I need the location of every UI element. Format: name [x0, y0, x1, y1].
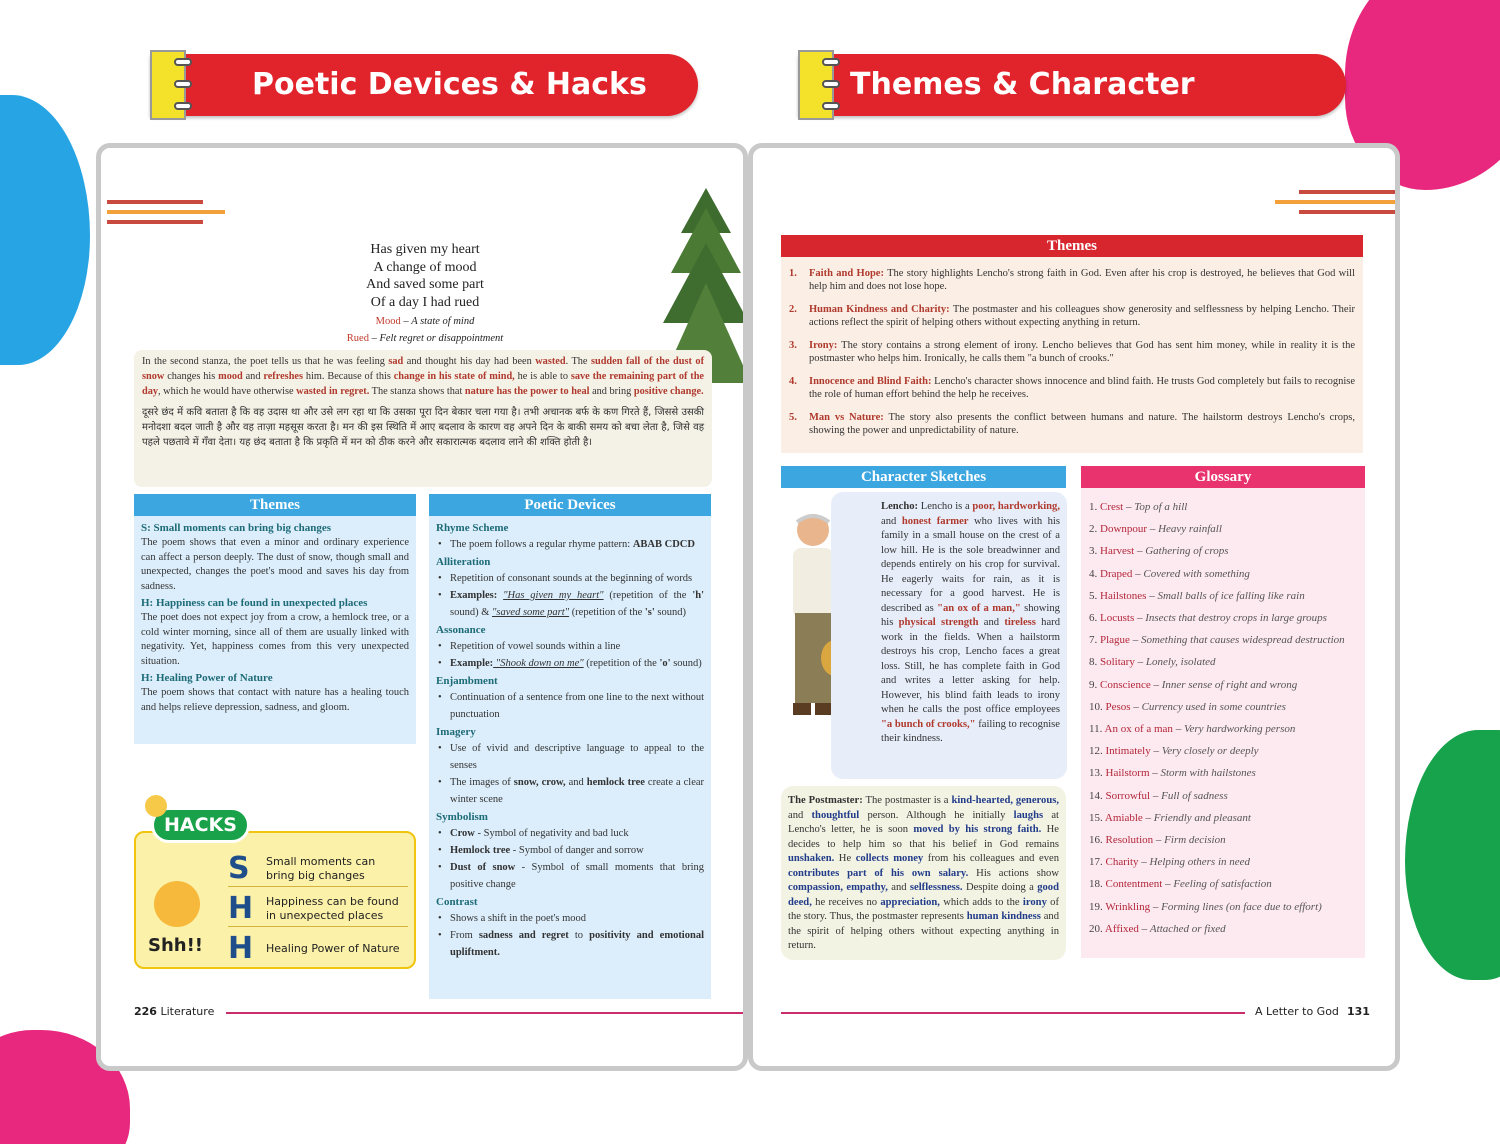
- hack-text: Happiness can be found in unexpected places: [266, 895, 399, 922]
- deco-line: [107, 210, 225, 214]
- stanza-box: [134, 350, 712, 487]
- themes-right-box: [781, 235, 1363, 453]
- page-number: 131: [1347, 1005, 1370, 1018]
- stanza-explanation: In the second stanza, the poet tells us that he was feeling sad and thought his day had been wasted. The sudden fall of the dust of snow changes his mood and refreshes him. Because of this change in his state of mind, he is able to save the remaining part of the day, which he would have otherwise wasted in regret. The stanza shows that nature has the power to heal and bring positive change.: [142, 356, 705, 397]
- glossary-item: 19. Wrinkling – Forming lines (on face due to effort): [1089, 900, 1322, 913]
- glossary-item: 12. Intimately – Very closely or deeply: [1089, 745, 1259, 758]
- glossary-item: 9. Conscience – Inner sense of right and wrong: [1089, 678, 1298, 691]
- glossary-item: 20. Affixed – Attached or fixed: [1089, 922, 1226, 935]
- poem-line: Of a day I had rued: [370, 294, 480, 310]
- hacks-box: [134, 814, 416, 969]
- hacks-label: HACKS: [151, 807, 250, 843]
- glossary-item: 13. Hailstorm – Storm with hailstones: [1089, 767, 1256, 780]
- theme-text: The poem shows that even a minor and ordinary experience can affect a person deeply. The dust of snow, though small and unexpected, changes the poet's mood and saves his day from sadness.: [141, 537, 409, 592]
- glossary-item: 7. Plague – Something that causes widespread destruction: [1089, 634, 1345, 647]
- device-heading: Symbolism: [436, 811, 488, 823]
- deco-line: [1299, 190, 1395, 194]
- hack-letter: H: [228, 931, 254, 966]
- shush-emoji-icon: [154, 881, 200, 927]
- blue-blob: [0, 95, 90, 365]
- glossary-item: 1. Crest – Top of a hill: [1089, 501, 1188, 513]
- hack-letter: S: [228, 851, 250, 886]
- left-page: [96, 143, 748, 1071]
- themes-header: Themes: [134, 494, 416, 516]
- device-item: • Dust of snow - Symbol of small moments that bring positive change: [450, 859, 704, 893]
- device-item: • Shows a shift in the poet's mood: [450, 910, 704, 927]
- theme-item: 5. Man vs Nature: The story also presents the conflict between humans and nature. The hailstorm destroys Lencho's crops, showing the power and unpredictability of nature.: [789, 412, 1355, 436]
- device-heading: Alliteration: [436, 556, 491, 568]
- right-banner: [798, 54, 1346, 116]
- themes-box: [134, 494, 416, 744]
- device-item: • The images of snow, crow, and hemlock tree create a clear winter scene: [450, 774, 704, 808]
- glossary-item: 14. Sorrowful – Full of sadness: [1089, 789, 1228, 802]
- glossary-item: 11. An ox of a man – Very hardworking person: [1089, 723, 1296, 736]
- footer-rule: [226, 1012, 744, 1014]
- glossary-item: 10. Pesos – Currency used in some countries: [1089, 700, 1286, 713]
- glossary-box: [1081, 466, 1365, 958]
- device-item: • Examples: "Has given my heart" (repetition of the 'h' sound) & "saved some part" (repetition of the 's' sound): [450, 587, 704, 621]
- hack-text: Small moments can bring big changes: [266, 855, 376, 882]
- poem-gloss: Mood – A state of mind: [375, 316, 475, 327]
- themes-right-header: Themes: [781, 235, 1363, 257]
- theme-item: 2. Human Kindness and Charity: The postmaster and his colleagues show generosity and selflessness by helping Lencho. Their actions reflect the spirit of helping others without expecting anything in return.: [789, 304, 1355, 328]
- glossary-item: 18. Contentment – Feeling of satisfaction: [1089, 878, 1272, 891]
- lencho-sketch: Lencho: Lencho is a poor, hardworking, and honest farmer who lives with his family in a small house on the crest of a low hill. He is the sole breadwinner and depends entirely on his crop for survival. He eagerly waits for rain, as it is necessary for a good harvest. He is described as "an ox of a man," showing his physical strength and tireless hard work in the fields. When a hailstorm destroys his crop, Lencho faces a great loss. Still, he has complete faith in God and writes a letter asking for help. However, his blind faith leads to irony when he calls the post office employees "a bunch of crooks," failing to recognise their kindness.: [881, 501, 1061, 744]
- hack-row: [228, 851, 408, 887]
- poem-line: Has given my heart: [370, 242, 480, 257]
- theme-text: The poet does not expect joy from a crow, a hemlock tree, or a cold winter morning, since all of them are usually linked with negativity. Yet, happiness comes from this very unexpected situation.: [141, 612, 409, 667]
- theme-item: 1. Faith and Hope: The story highlights Lencho's strong faith in God. Even after his crop is destroyed, he believes that God will help him and does not lose hope.: [789, 268, 1356, 292]
- footer-left: [134, 1005, 714, 1018]
- hack-letter: H: [228, 891, 254, 926]
- postmaster-sketch: The Postmaster: The postmaster is a kind-hearted, generous, and thoughtful person. Although he initially laughs at Lencho's letter, he is soon moved by his strong faith. He decides to help him so that his belief in God remains unshaken. He collects money from his colleagues and even contributes part of his own salary. His actions show compassion, empathy, and selflessness. Despite doing a good deed, he receives no appreciation, which adds to the irony of the story. Thus, the postmaster represents human kindness and the spirit of helping others without expecting anything in return.: [788, 795, 1060, 951]
- device-item: • The poem follows a regular rhyme pattern: ABAB CDCD: [450, 536, 704, 553]
- poetic-devices-header: Poetic Devices: [429, 494, 711, 516]
- glossary-item: 2. Downpour – Heavy rainfall: [1089, 523, 1222, 536]
- theme-text: The poem shows that contact with nature has a healing touch and helps relieve depression, sadness, and gloom.: [141, 687, 409, 713]
- device-heading: Enjambment: [436, 675, 498, 687]
- device-item: • From sadness and regret to positivity and emotional upliftment.: [450, 927, 704, 961]
- right-banner-title: Themes & Character: [850, 67, 1195, 102]
- glossary-item: 15. Amiable – Friendly and pleasant: [1089, 811, 1251, 824]
- hack-text: Healing Power of Nature: [266, 942, 400, 955]
- shh-label: Shh!!: [148, 935, 204, 956]
- lencho-box: [831, 492, 1067, 779]
- left-banner: [150, 54, 698, 116]
- glossary-item: 3. Harvest – Gathering of crops: [1089, 545, 1229, 558]
- device-item: • Hemlock tree - Symbol of danger and sorrow: [450, 842, 704, 859]
- footer-label: Literature: [160, 1005, 215, 1018]
- device-item: • Repetition of vowel sounds within a line: [450, 638, 704, 655]
- device-item: • Example: "Shook down on me" (repetition of the 'o' sound): [450, 655, 704, 672]
- glossary-item: 6. Locusts – Insects that destroy crops in large groups: [1089, 612, 1327, 625]
- theme-heading: S: Small moments can bring big changes: [141, 522, 332, 534]
- glossary-item: 16. Resolution – Firm decision: [1089, 834, 1226, 847]
- lightbulb-icon: [145, 795, 167, 817]
- deco-line: [1299, 210, 1395, 214]
- left-banner-title: Poetic Devices & Hacks: [252, 67, 647, 102]
- device-item: • Crow - Symbol of negativity and bad luck: [450, 825, 704, 842]
- device-heading: Assonance: [436, 624, 486, 636]
- device-item: • Repetition of consonant sounds at the beginning of words: [450, 570, 704, 587]
- device-item: • Continuation of a sentence from one line to the next without punctuation: [450, 689, 704, 723]
- right-page: [748, 143, 1400, 1071]
- theme-heading: H: Happiness can be found in unexpected places: [141, 597, 368, 609]
- glossary-header: Glossary: [1081, 466, 1365, 488]
- hack-row: [228, 931, 408, 965]
- green-blob: [1405, 730, 1500, 980]
- hack-row: [228, 891, 408, 927]
- footer-rule: [781, 1012, 1245, 1014]
- postmaster-box: [781, 786, 1066, 960]
- device-heading: Contrast: [436, 896, 478, 908]
- poem: [101, 241, 748, 347]
- theme-item: 3. Irony: The story contains a strong element of irony. Lencho believes that God has sent him money, while in reality it is the postmaster who helps him. Ironically, he calls them "a bunch of crooks.": [789, 340, 1355, 364]
- spiral-binding-icon: [798, 50, 834, 120]
- theme-item: 4. Innocence and Blind Faith: Lencho's character shows innocence and blind faith. He trusts God completely but fails to recognise the role of human effort behind the help he receives.: [789, 376, 1355, 400]
- stanza-hindi: दूसरे छंद में कवि बताता है कि वह उदास था और उसे लग रहा था कि उसका पूरा दिन बेकार चला गया है। तभी अचानक बर्फ के कण गिरते हैं, जिससे उसकी मनोदशा बदल जाती है और वह ताज़ा महसूस करता है। मन की इस स्थिति में आए बदलाव के कारण वह अपने दिन के बाकी समय को बचा लेता है, जिसे वह पहले पछतावे में गँवा देता। यह छंद बताता है कि प्रकृति में मन को ठीक करने और सकारात्मक बदलाव लाने की शक्ति होती है।: [142, 407, 704, 448]
- poem-gloss: Rued – Felt regret or disappointment: [346, 333, 504, 344]
- glossary-item: 17. Charity – Helping others in need: [1089, 856, 1251, 869]
- glossary-item: 4. Draped – Covered with something: [1089, 567, 1250, 580]
- device-heading: Imagery: [436, 726, 476, 738]
- glossary-item: 5. Hailstones – Small balls of ice falling like rain: [1089, 589, 1305, 602]
- poem-line: A change of mood: [373, 259, 477, 275]
- poem-line: And saved some part: [366, 277, 484, 292]
- theme-heading: H: Healing Power of Nature: [141, 672, 273, 684]
- footer-label: A Letter to God: [1255, 1005, 1339, 1018]
- glossary-item: 8. Solitary – Lonely, isolated: [1089, 656, 1216, 669]
- deco-line: [107, 220, 203, 224]
- spiral-binding-icon: [150, 50, 186, 120]
- device-item: • Use of vivid and descriptive language to appeal to the senses: [450, 740, 704, 774]
- poetic-devices-box: [429, 494, 711, 999]
- character-sketches-header: Character Sketches: [781, 466, 1066, 488]
- deco-line: [1275, 200, 1395, 204]
- device-heading: Rhyme Scheme: [436, 522, 509, 534]
- deco-line: [107, 200, 203, 204]
- page-number: 226: [134, 1005, 157, 1018]
